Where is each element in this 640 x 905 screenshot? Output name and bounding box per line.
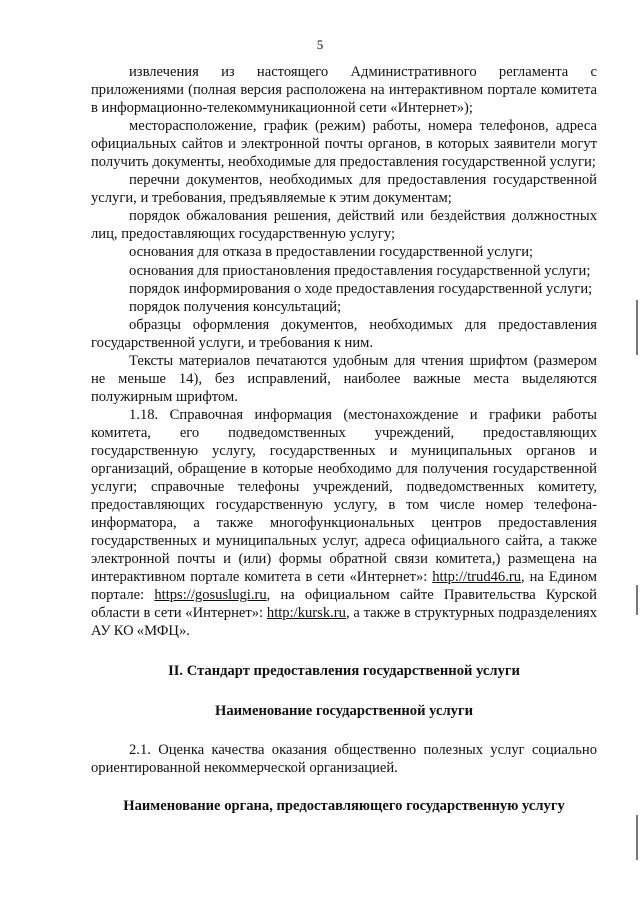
scan-edge-mark bbox=[636, 300, 638, 355]
paragraph: порядок обжалования решения, действий или бездействия должностных лиц, предоставляющих государственную услугу; bbox=[91, 208, 597, 243]
paragraph: Тексты материалов печатаются удобным для чтения шрифтом (размером не меньше 14), без исправлений, наиболее важные места выделяются полужирным шрифтом. bbox=[91, 352, 597, 405]
paragraph: основания для приостановления предоставления государственной услуги; bbox=[129, 262, 591, 279]
scan-edge-mark bbox=[636, 815, 638, 860]
scan-edge-mark bbox=[636, 585, 638, 615]
paragraph: порядок получения консультаций; bbox=[129, 298, 342, 315]
paragraph: месторасположение, график (режим) работы, номера телефонов, адреса официальных сайтов и электронной почты органов, в которых заявители могут получить документы, необходимые для предоставления государственной услуги; bbox=[91, 118, 597, 171]
kursk-link[interactable]: http:/kursk.ru bbox=[266, 605, 346, 622]
paragraph-1-18-text-d: , а также в структурных подразделениях АУ КО «МФЦ». bbox=[91, 605, 598, 640]
section-2-title: II. Стандарт предоставления государственной услуги bbox=[168, 662, 520, 679]
paragraph: основания для отказа в предоставлении государственной услуги; bbox=[129, 244, 534, 261]
page-number: 5 bbox=[316, 37, 324, 52]
paragraph: перечни документов, необходимых для предоставления государственной услуги, и требования, предъявляемые к этим документам; bbox=[91, 172, 597, 207]
paragraph-2-1: 2.1. Оценка качества оказания общественно полезных услуг социально ориентированной некоммерческой организацией. bbox=[91, 741, 597, 776]
paragraph: извлечения из настоящего Административного регламента с приложениями (полная версия расположена на интерактивном портале комитета в информационно-телекоммуникационной сети «Интернет»); bbox=[91, 64, 597, 117]
paragraph-1-18-text-c: , на официальном сайте Правительства Курской области в сети «Интернет»: bbox=[91, 587, 597, 622]
gosuslugi-link[interactable]: https://gosuslugi.ru bbox=[154, 587, 267, 604]
paragraph: образцы оформления документов, необходимых для предоставления государственной услуги, и требования к ним. bbox=[91, 316, 597, 351]
trud46-link[interactable]: http://trud46.ru bbox=[432, 569, 522, 586]
paragraph-1-18 bbox=[91, 406, 597, 641]
service-name-heading: Наименование государственной услуги bbox=[215, 702, 473, 719]
paragraph: порядок информирования о ходе предоставления государственной услуги; bbox=[129, 280, 593, 297]
authority-heading: Наименование органа, предоставляющего государственную услугу bbox=[123, 797, 565, 814]
paragraph-1-18-text-b: , на Едином портале: bbox=[91, 569, 597, 604]
paragraph-1-18-text-a: 1.18. Справочная информация (местонахождение и графики работы комитета, его подведомственных учреждений, предоставляющих государственную услугу, государственных и муниципальных органов и организаций, обращение в которые необходимо для получения государственной услуги; справочные телефоны учреждений, подведомственных комитету, предоставляющих государственную услугу, в том числе номер телефона-информатора, а также многофункциональных центров предоставления государственных и муниципальных услуг, адреса официального сайта, а также электронной почты и (или) формы обратной связи комитета,) размещена на интерактивном портале комитета в сети «Интернет»: bbox=[91, 406, 597, 586]
document-body bbox=[91, 63, 597, 815]
